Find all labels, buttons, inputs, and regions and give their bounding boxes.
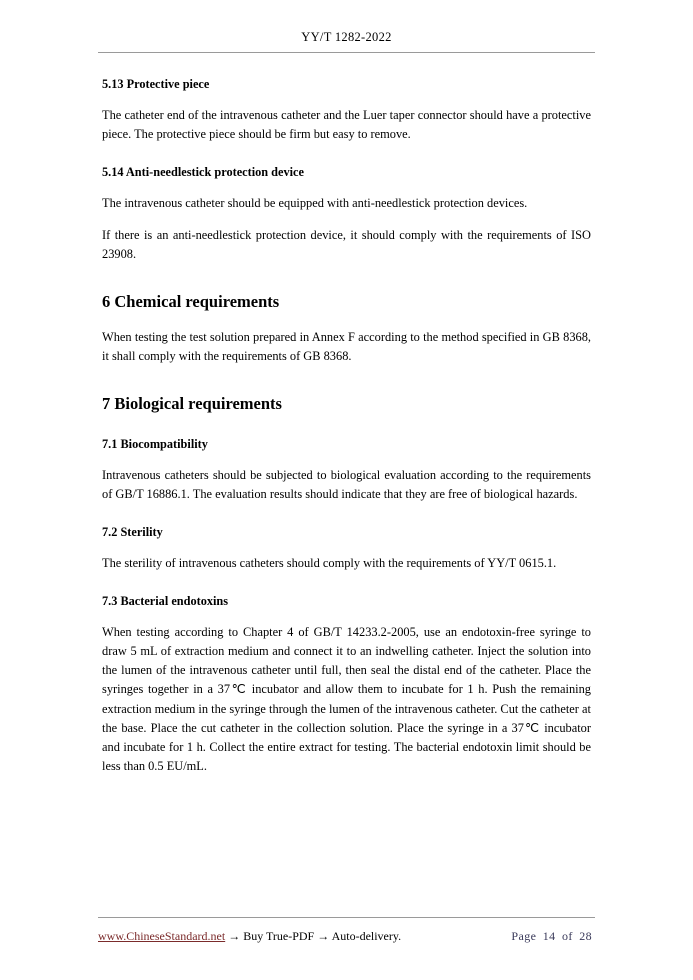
- footer-tagline: → Buy True-PDF → Auto-delivery.: [228, 929, 402, 943]
- heading-6: 6 Chemical requirements: [102, 292, 280, 312]
- page-label: Page: [511, 929, 537, 943]
- footer-left-group: [98, 929, 401, 944]
- paragraph-5-13-1: The catheter end of the intravenous catheter and the Luer taper connector should have a protective piece. The protective piece should be firm but easy to remove.: [102, 107, 591, 141]
- page-header: [98, 30, 595, 45]
- header-divider: [98, 52, 595, 53]
- spacer: [102, 379, 591, 393]
- spacer: [102, 517, 591, 524]
- heading-7: 7 Biological requirements: [102, 393, 282, 413]
- paragraph-7-1-1: Intravenous catheters should be subjected to biological evaluation according to the requirements of GB/T 16886.1. The evaluation results should indicate that they are free of biological hazards.: [102, 467, 591, 502]
- heading-7-2: 7.2 Sterility: [102, 525, 163, 540]
- footer-divider: [98, 917, 595, 918]
- document-body: [102, 76, 591, 789]
- heading-7-3: 7.3 Bacterial endotoxins: [102, 594, 229, 609]
- page-indicator: [511, 929, 595, 944]
- paragraph-5-14-2: If there is an anti-needlestick protection device, it should comply with the requirements of ISO 23908.: [102, 227, 591, 262]
- spacer: [102, 277, 591, 291]
- spacer: [102, 586, 591, 593]
- of-label: of: [561, 929, 573, 943]
- spacer: [102, 429, 591, 436]
- page-number: 14: [542, 929, 556, 943]
- paragraph-7-3-1: When testing according to Chapter 4 of GB/T 14233.2-2005, use an endotoxin-free syringe to draw 5 mL of extraction medium and connect it to an indwelling catheter. Inject the solution into the lumen of the intravenous catheter until full, then seal the distal end of the catheter. Place the syringes together in a 37℃ incubator and allow them to incubate for 1 h. Push the remaining extraction medium in the syringe through the lumen of the intravenous catheter. Cut the catheter at the base. Place the cut catheter in the collection solution. Place the syringe in a 37℃ incubator and incubate for 1 h. Collect the entire extract for testing. The bacterial endotoxin limit should be less than 0.5 EU/mL.: [102, 624, 591, 774]
- page-footer: [98, 929, 595, 944]
- header-standard-number: YY/T 1282-2022: [301, 30, 392, 44]
- paragraph-6-1: When testing the test solution prepared in Annex F according to the method specified in GB 8368, it shall comply with the requirements of GB 8368.: [102, 329, 591, 363]
- website-link[interactable]: www.ChineseStandard.net: [98, 929, 226, 943]
- spacer: [102, 157, 591, 164]
- heading-7-1: 7.1 Biocompatibility: [102, 437, 208, 452]
- heading-5-13: 5.13 Protective piece: [102, 77, 210, 91]
- total-pages: 28: [579, 929, 592, 943]
- heading-5-14: 5.14 Anti-needlestick protection device: [102, 165, 304, 180]
- paragraph-7-2-1: The sterility of intravenous catheters should comply with the requirements of YY/T 0615.1.: [102, 555, 557, 570]
- paragraph-5-14-1: The intravenous catheter should be equipped with anti-needlestick protection devices.: [102, 195, 528, 210]
